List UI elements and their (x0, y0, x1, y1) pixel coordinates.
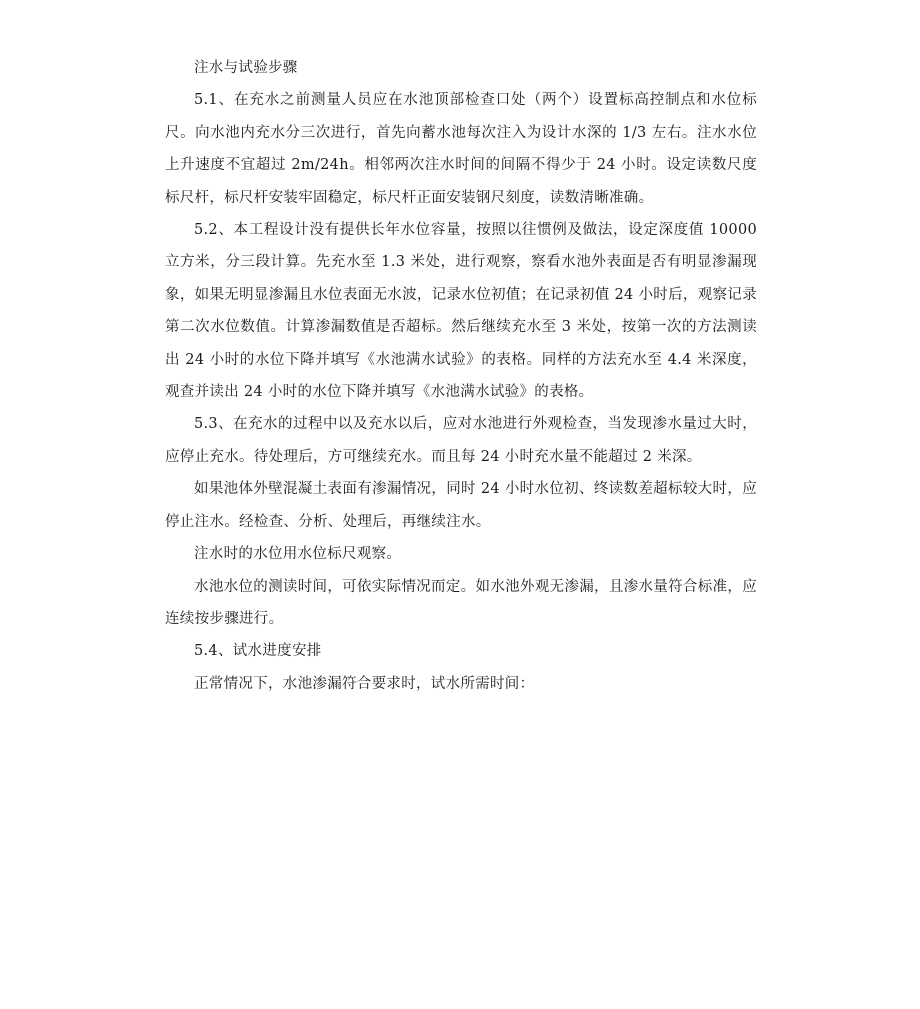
section-heading: 注水与试验步骤 (194, 60, 298, 76)
paragraph-reading-time: 水池水位的测读时间，可依实际情况而定。如水池外观无渗漏，且渗水量符合标准，应连续按步骤进行。 (165, 578, 757, 627)
paragraph-water-level-observation: 注水时的水位用水位标尺观察。 (194, 546, 402, 563)
paragraph-leak-handling: 如果池体外壁混凝土表面有渗漏情况，同时 24 小时水位初、终读数差超标较大时，应停止注水。经检查、分析、处理后，再继续注水。 (165, 481, 757, 530)
paragraph-5-1: 5.1、在充水之前测量人员应在水池顶部检查口处（两个）设置标高控制点和水位标尺。向水池内充水分三次进行，首先向蓄水池每次注入为设计水深的 1/3 左右。注水水位上升速度不宜超过 2m/24h。相邻两次注水时间的间隔不得少于 24 小时。设定读数尺度标尺杆，标尺杆安装牢固稳定，标尺杆正面安装钢尺刻度，读数清晰准确。 (165, 92, 757, 206)
paragraph-5-4-heading: 5.4、试水进度安排 (194, 643, 322, 660)
paragraph-test-duration: 正常情况下，水池渗漏符合要求时，试水所需时间： (194, 675, 535, 692)
document-body (165, 52, 757, 700)
paragraph-5-2: 5.2、本工程设计没有提供长年水位容量，按照以往惯例及做法，设定深度值 10000 立方米，分三段计算。先充水至 1.3 米处，进行观察，察看水池外表面是否有明显渗漏现象，如果无明显渗漏且水位表面无水波，记录水位初值；在记录初值 24 小时后，观察记录第二次水位数值。计算渗漏数值是否超标。然后继续充水至 3 米处，按第一次的方法测读出 24 小时的水位下降并填写《水池满水试验》的表格。同样的方法充水至 4.4 米深度，观查并读出 24 小时的水位下降并填写《水池满水试验》的表格。 (165, 222, 757, 401)
paragraph-5-3: 5.3、在充水的过程中以及充水以后，应对水池进行外观检查，当发现渗水量过大时，应停止充水。待处理后，方可继续充水。而且每 24 小时充水量不能超过 2 米深。 (165, 416, 757, 465)
